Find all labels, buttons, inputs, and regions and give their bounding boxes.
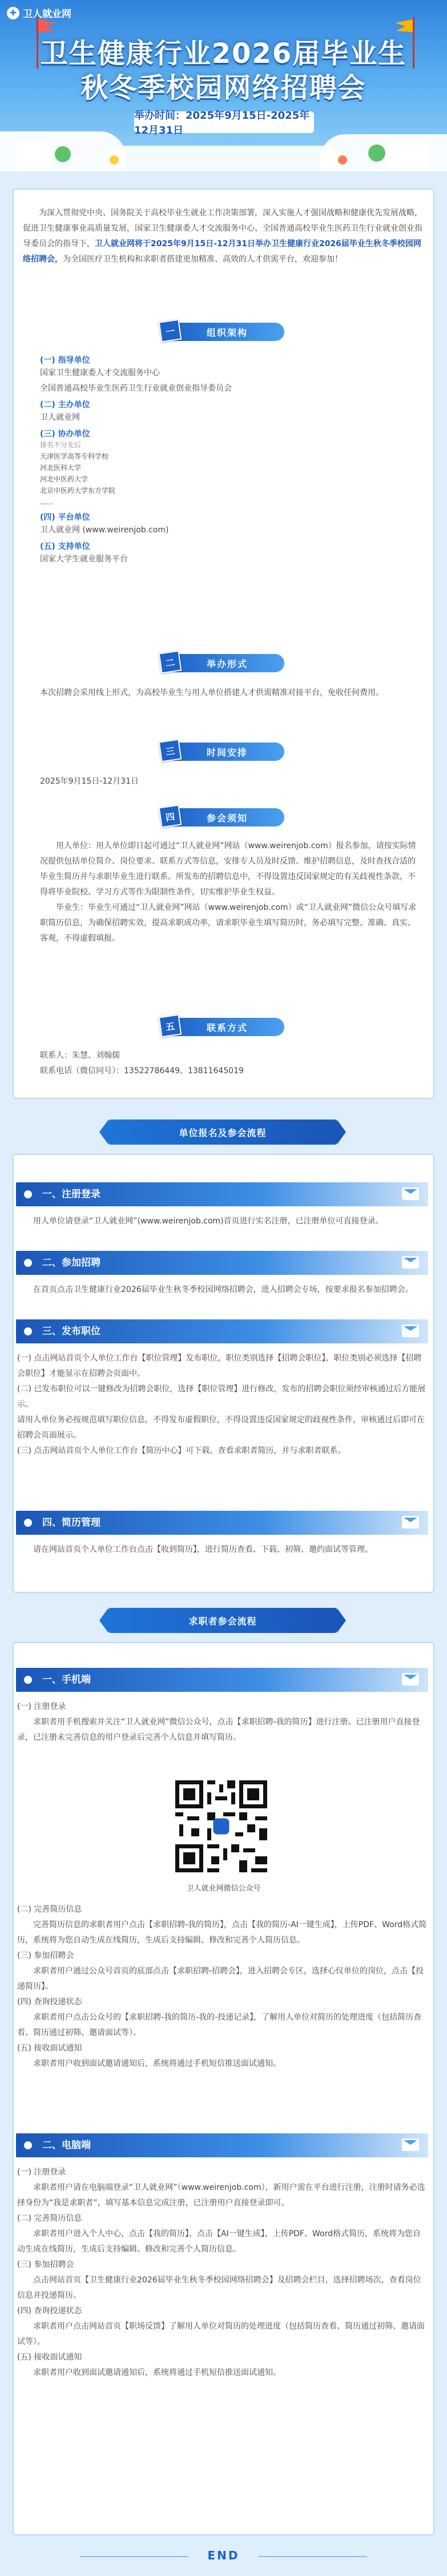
seeker-pc-bar: 二、电脑端 <box>16 2133 428 2157</box>
header-banner <box>0 0 447 171</box>
employer-flow-ribbon: 单位报名及参会流程 <box>108 1120 337 1145</box>
event-date: 举办时间：2025年9月15日-2025年12月31日 <box>134 111 314 133</box>
section-time-heading: 三 时间安排 <box>160 743 297 762</box>
seeker-flow-ribbon: 求职者参会流程 <box>108 1608 337 1633</box>
logo-text: 卫人就业网 <box>23 9 71 20</box>
seeker-mobile-steps: (二) 完善简历信息 完善简历信息的求职者用户点击【求职招聘-我的简历】，点击【我的简历-AI一键生成】，上传PDF、Word格式简历，系统将为您自动生成在线简历，生成后支持编辑、修改和完善个人简历信息。 (三) 参加招聘会 求职者用户通过公众号首页的底部点击【求职招聘-招聘会】，进入招聘会专区，选择心仪单位的岗位，点击【投递简历】。 (四) 查询投递状态 求职者用户点击公众号的【求职招聘-我的简历-我的-投递记录】，了解用人单位对简历的处理进度（包括简历查看、简历通过初筛、邀请面试等）。 (五) 接收面试通知 求职者用户收到面试邀请通知后，系统将通过手机短信推送面试通知。 <box>17 1905 427 2068</box>
section-notice-heading: 四 参会须知 <box>160 808 297 828</box>
wechat-qr-code[interactable] <box>171 1776 271 1876</box>
intro-highlight: 卫人就业网将于2025年9月15日-12月31日举办卫生健康行业2026届毕业生秋冬季校园网络招聘会， <box>23 239 421 264</box>
envelope-icon <box>402 1256 419 1269</box>
cross-icon: ✚ <box>7 7 19 19</box>
banner-title-line2: 秋冬季校园网络招聘会 <box>80 72 367 104</box>
section-form-heading: 二 举办形式 <box>160 654 297 673</box>
seeker-pc-steps: (一) 注册登录 求职者用户请在电脑端登录“卫人就业网”（www.weirenjob.com），新用户需在平台进行注册，注册时请务必选择身份为“我是求职者”，填写基本信息完成注册，已注册用户直接登录即可。 (二) 完善简历信息 求职者用户进入个人中心，点击【我的简历】，点击【AI一键生成】，上传PDF、Word格式简历，系统将为您自动生成在线简历，生成后支持编辑、修改和完善个人简历信息。 (三) 参加招聘会 点击网站首页【卫生健康行业2026届毕业生秋冬季校园网络招聘会】及招聘会栏目，选择招聘场次，查看岗位信息并投递简历。 (四) 查询投递状态 求职者用户点击网站首页【职场反馈】了解用人单位对简历的处理进度（包括简历查看、简历通过初筛、邀请面试等）。 (五) 接收面试通知 求职者用户收到面试邀请通知后，系统将通过手机短信推送面试通知。 <box>17 2168 425 2377</box>
campus-scene-illustration <box>0 126 447 171</box>
envelope-icon <box>402 1673 419 1686</box>
envelope-icon <box>402 2138 419 2151</box>
notice-text: 用人单位：用人单位即日起可通过“卫人就业网”网站（www.weirenjob.com）报名参加，请按实际情况提供包括单位简介、岗位要求、联系方式等信息，安排专人员及时反馈、维护招聘信息，及时查找合适的毕业生简历并与求职毕业生进行联系。所发布的招聘信息中，不得设置违反国家规定的有关歧视性条款，不得将毕业院校、学习方式等作为限制性条件，切实维护毕业生权益。 毕业生：毕业生可通过“卫人就业网”网站（www.weirenjob.com）或“卫人就业网”微信公众号填写求职简历信息，为确保招聘实效，提高求职成功率，请求职毕业生填写简历时，务必填写完整、准确、真实、客观，不得虚假填报。 <box>40 841 417 943</box>
envelope-icon <box>402 1325 419 1337</box>
employer-step-4-bar: 四、简历管理 <box>16 1511 428 1535</box>
contact-info: 联系人：朱慧、刘翰儒 联系电话（微信同号）：13522786449、13811645019 <box>40 1051 244 1076</box>
section-contact-heading: 五 联系方式 <box>160 1018 297 1037</box>
employer-step-2-text: 在首页点击卫生健康行业2026届毕业生秋冬季校园网络招聘会，进入招聘会专场，按要求报名参加招聘会。 <box>33 1285 413 1294</box>
form-text: 本次招聘会采用线上形式，为高校毕业生与用人单位搭建人才供需精准对接平台，免收任何费用。 <box>40 688 384 697</box>
intro-paragraph: 为深入贯彻党中央、国务院关于高校毕业生就业工作决策部署，深入实施人才强国战略和健康优先发展战略，促进卫生健康事业高质量发展，国家卫生健康委人才交流服务中心、全国普通高校毕业生医药卫生行业就业创业指导委员会的指导下，卫人就业网将于2025年9月15日-12月31日举办卫生健康行业2026届毕业生秋冬季校园网络招聘会，为全国医疗卫生机构和求职者搭建更加精准、高效的人才供需平台，欢迎参加！ <box>23 208 422 264</box>
section-org-heading: 一 组织架构 <box>160 323 297 342</box>
employer-step-3-text: (一) 点击网站首页个人单位工作台【职位管理】发布职位，职位类别选择【招聘会职位】，职位类别必须选择【招聘会职位】才能显示在招聘会页面中。 (二) 已发布职位可以一键修改为招聘会职位，选择【职位管理】进行修改，发布的招聘会职位须经审核通过后方能展示。 请用人单位务必按规范填写职位信息，不得发布虚假职位，不得设置违反国家规定的歧视性条件，审核通过后即可在招聘会页面展示。 (三) 点击网站首页个人单位工作台【简历中心】可下载、查看求职者简历，并与求职者联系。 <box>17 1354 426 1455</box>
envelope-icon <box>402 1516 419 1528</box>
employer-step-3-bar: 三、发布职位 <box>16 1319 428 1343</box>
employer-step-2-bar: 二、参加招聘 <box>16 1251 428 1275</box>
qr-caption: 卫人就业网微信公众号 <box>186 1884 261 1893</box>
end-marker: END <box>207 2549 240 2562</box>
org-structure: (一) 指导单位 国家卫生健康委人才交流服务中心 全国普通高校毕业生医药卫生行业就业创业指导委员会 (二) 主办单位 卫人就业网 (三) 协办单位 排名不分先后 天津医学高等专科学校 河北医科大学 河北中医药大学 北京中医药大学东方学院 ...... (四) 平台单位 卫人就业网 (www.weirenjob.com) (五) 支持单位 国家大学生就业服务平台 <box>40 356 232 564</box>
seeker-mobile-bar: 一、手机端 <box>16 1668 428 1692</box>
envelope-icon <box>402 1187 419 1200</box>
site-logo[interactable] <box>7 6 71 20</box>
time-text: 2025年9月15日-12月31日 <box>40 777 139 786</box>
banner-title-line1: 卫生健康行业2026届毕业生 <box>40 38 407 70</box>
seeker-mobile-register: (一) 注册登录 求职者用手机搜索并关注“卫人就业网”微信公众号，点击【求职招聘-我的简历】进行注册。已注册用户直接登录，已注册未完善信息的用户登录后完善个人信息并填写简历。 <box>17 1702 420 1742</box>
employer-step-1-bar: 一、注册登录 <box>16 1182 428 1206</box>
employer-step-1-text: 用人单位请登录“卫人就业网”(www.weirenjob.com)首页进行实名注册，已注册单位可直接登录。 <box>33 1217 384 1226</box>
employer-step-4-text: 请在网站首页个人单位工作台点击【收到简历】，进行简历查看、下载、初筛、邀约面试等管理。 <box>33 1545 373 1554</box>
